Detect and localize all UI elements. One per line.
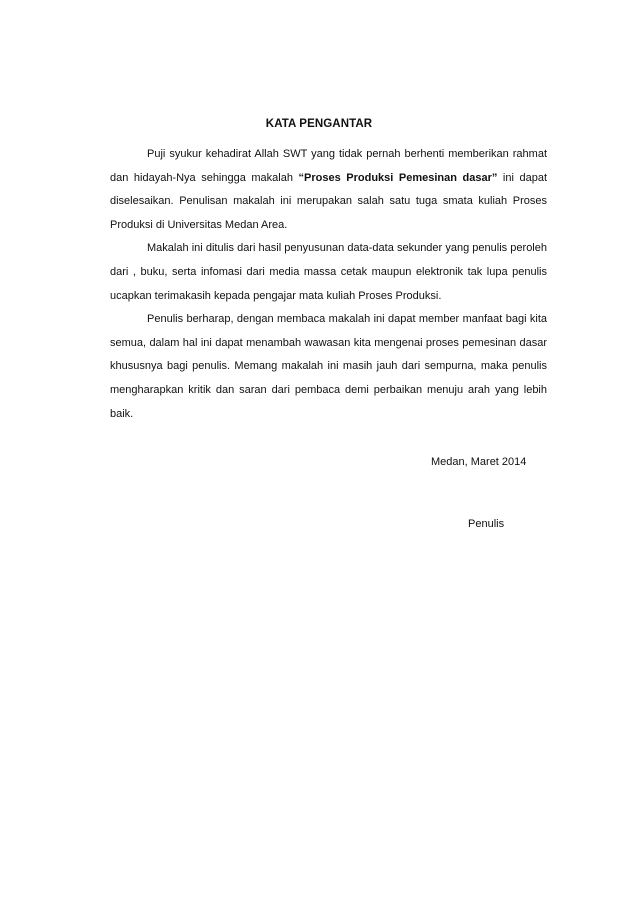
paragraph-1-text-start: Puji syukur kehadirat Allah SWT yang tidak pernah berhenti memberikan rahmat dan hidayah-Nya sehingga makalah [110, 148, 547, 184]
paragraph-3: Penulis berharap, dengan membaca makalah ini dapat member manfaat bagi kita semua, dalam hal ini dapat menambah wawasan kita mengenai proses pemesinan dasar khususnya bagi penulis. Memang makalah ini masih jauh dari sempurna, maka penulis mengharapkan kritik dan saran dari pembaca demi perbaikan menuju arah yang lebih baik. [110, 313, 547, 420]
paragraph-1-emphasis: “Proses Produksi Pemesinan dasar” [298, 171, 498, 184]
paragraph-1 [110, 143, 547, 237]
paragraph-2: Makalah ini ditulis dari hasil penyusunan data-data sekunder yang penulis peroleh dari , buku, serta infomasi dari media massa cetak maupun elektronik tak lupa penulis ucapkan terimakasih kepada pengajar mata kuliah Proses Produksi. [110, 242, 547, 302]
document-body [110, 143, 547, 426]
page-title: KATA PENGANTAR [265, 118, 373, 130]
author-signature: Penulis [468, 518, 505, 530]
paragraph-1-text-end: ini dapat diselesaikan. Penulisan makalah ini merupakan salah satu tuga smata kuliah Proses Produksi di Universitas Medan Area. [110, 171, 547, 231]
place-date: Medan, Maret 2014 [431, 456, 527, 468]
